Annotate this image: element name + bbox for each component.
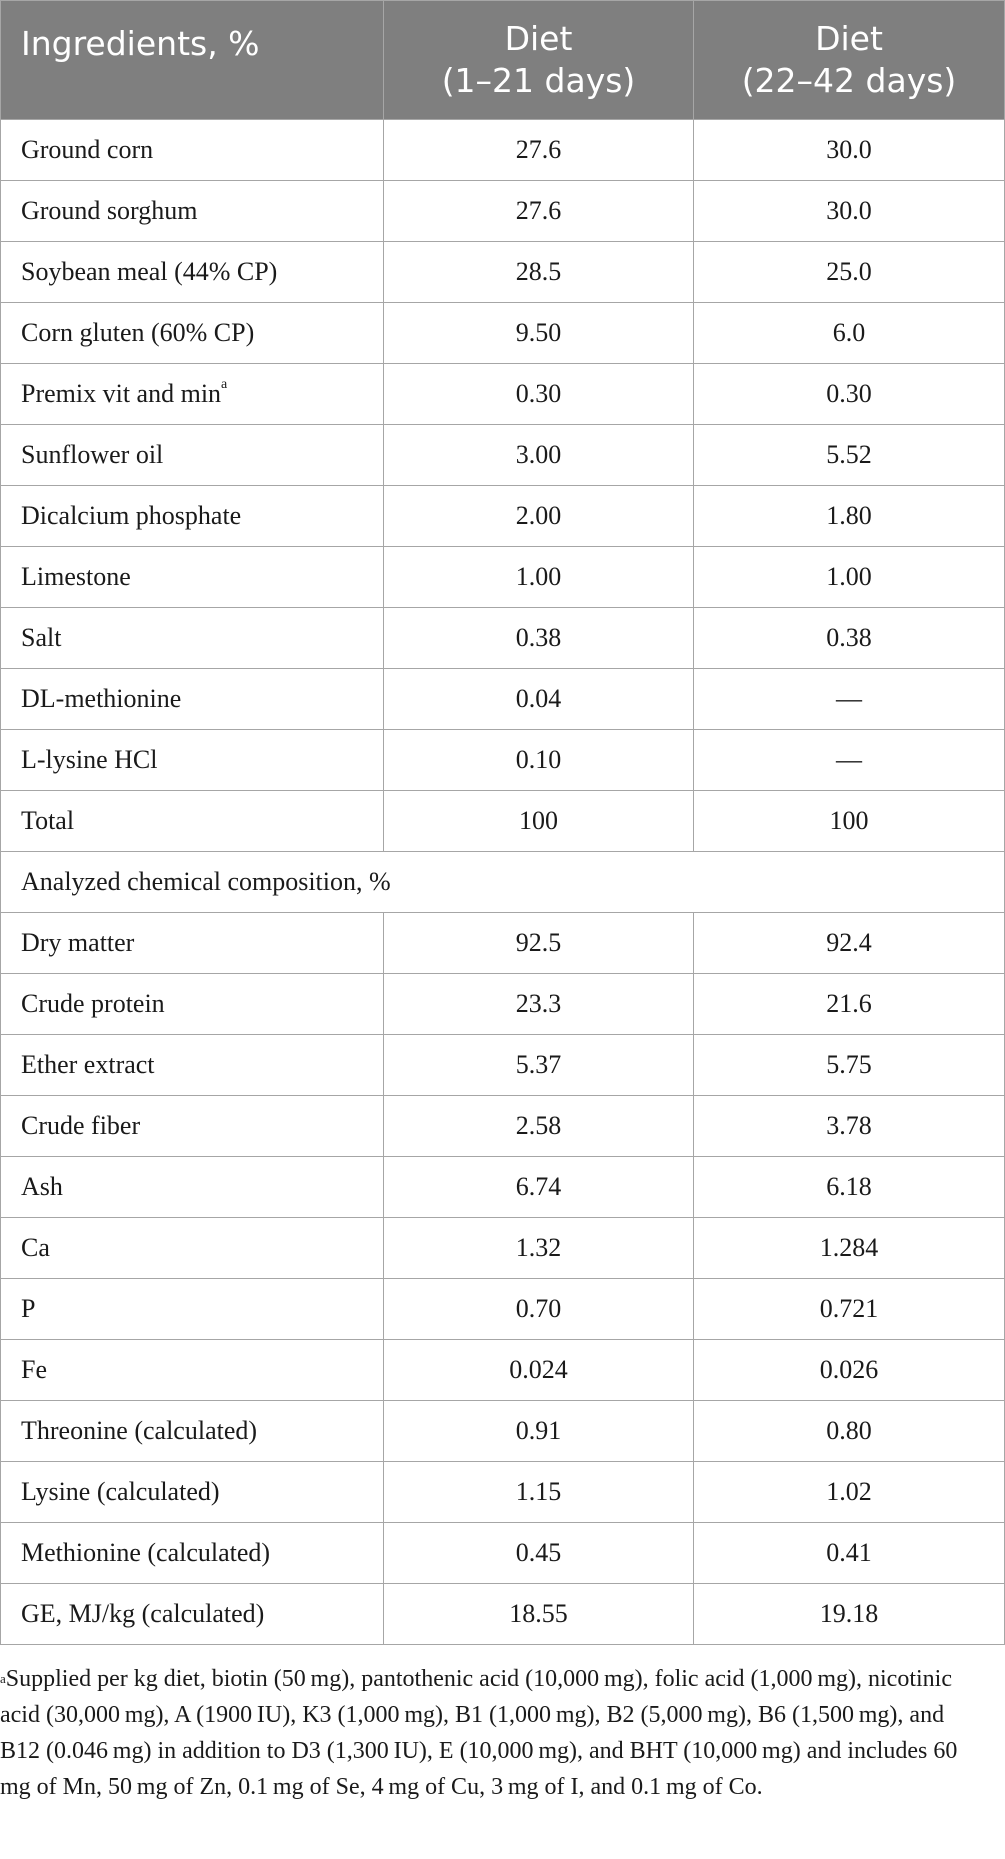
value-diet-finisher: 1.80 <box>694 486 1005 547</box>
value-diet-starter: 0.04 <box>384 669 694 730</box>
row-label <box>1 730 384 791</box>
table-row <box>1 364 1005 425</box>
table-row <box>1 486 1005 547</box>
table-row <box>1 303 1005 364</box>
value-diet-starter: 0.38 <box>384 608 694 669</box>
value-diet-finisher: 100 <box>694 791 1005 852</box>
table-row <box>1 608 1005 669</box>
row-label-text: L-lysine HCl <box>21 745 158 774</box>
value-diet-starter: 0.10 <box>384 730 694 791</box>
row-label-text: Ether extract <box>21 1050 155 1079</box>
value-diet-finisher: 5.52 <box>694 425 1005 486</box>
table-row <box>1 1340 1005 1401</box>
header-ingredients: Ingredients, % <box>1 1 384 120</box>
value-diet-starter: 18.55 <box>384 1584 694 1645</box>
table-row <box>1 120 1005 181</box>
table-row <box>1 181 1005 242</box>
table-row <box>1 669 1005 730</box>
row-label <box>1 791 384 852</box>
row-label <box>1 1462 384 1523</box>
row-label <box>1 1096 384 1157</box>
row-label <box>1 974 384 1035</box>
row-label-text: Dry matter <box>21 928 135 957</box>
row-label <box>1 120 384 181</box>
value-diet-finisher: 1.00 <box>694 547 1005 608</box>
value-diet-finisher: — <box>694 730 1005 791</box>
row-label-text: Threonine (calculated) <box>21 1416 258 1445</box>
row-label-text: Methionine (calculated) <box>21 1538 271 1567</box>
table-row <box>1 547 1005 608</box>
value-diet-finisher: 6.0 <box>694 303 1005 364</box>
value-diet-starter: 1.00 <box>384 547 694 608</box>
row-label-text: Soybean meal (44% CP) <box>21 257 278 286</box>
value-diet-finisher: 0.026 <box>694 1340 1005 1401</box>
row-label <box>1 425 384 486</box>
value-diet-finisher: 19.18 <box>694 1584 1005 1645</box>
row-label-text: Sunflower oil <box>21 440 164 469</box>
value-diet-starter: 23.3 <box>384 974 694 1035</box>
row-label-text: Crude fiber <box>21 1111 141 1140</box>
value-diet-finisher: 6.18 <box>694 1157 1005 1218</box>
row-label <box>1 1279 384 1340</box>
value-diet-starter: 5.37 <box>384 1035 694 1096</box>
section-row <box>1 852 1005 913</box>
value-diet-finisher: 25.0 <box>694 242 1005 303</box>
row-label <box>1 1401 384 1462</box>
value-diet-finisher: 21.6 <box>694 974 1005 1035</box>
value-diet-finisher: 30.0 <box>694 181 1005 242</box>
header-diet-finisher-line1: Diet <box>815 19 883 58</box>
value-diet-starter: 100 <box>384 791 694 852</box>
value-diet-finisher: 1.284 <box>694 1218 1005 1279</box>
row-label-text: GE, MJ/kg (calculated) <box>21 1599 265 1628</box>
row-label <box>1 486 384 547</box>
value-diet-starter: 9.50 <box>384 303 694 364</box>
table-row <box>1 913 1005 974</box>
value-diet-starter: 1.32 <box>384 1218 694 1279</box>
value-diet-starter: 0.91 <box>384 1401 694 1462</box>
table-body <box>1 120 1005 1645</box>
header-diet-starter-line2: (1–21 days) <box>441 61 636 100</box>
value-diet-starter: 0.024 <box>384 1340 694 1401</box>
row-label-text: DL-methionine <box>21 684 182 713</box>
row-label <box>1 1035 384 1096</box>
value-diet-starter: 0.45 <box>384 1523 694 1584</box>
row-label <box>1 1523 384 1584</box>
row-label-text: Premix vit and min <box>21 379 222 408</box>
table-row <box>1 791 1005 852</box>
value-diet-starter: 27.6 <box>384 120 694 181</box>
row-label-text: Ca <box>21 1233 50 1262</box>
row-label <box>1 364 384 425</box>
table-row <box>1 1157 1005 1218</box>
table-row <box>1 242 1005 303</box>
row-label <box>1 181 384 242</box>
value-diet-starter: 2.00 <box>384 486 694 547</box>
row-label <box>1 242 384 303</box>
value-diet-starter: 0.70 <box>384 1279 694 1340</box>
value-diet-finisher: 0.38 <box>694 608 1005 669</box>
table-row <box>1 974 1005 1035</box>
value-diet-finisher: 0.30 <box>694 364 1005 425</box>
value-diet-finisher: 0.41 <box>694 1523 1005 1584</box>
table-header <box>1 1 1005 120</box>
table-row <box>1 1096 1005 1157</box>
value-diet-finisher: 30.0 <box>694 120 1005 181</box>
row-label-text: Limestone <box>21 562 131 591</box>
table-row <box>1 1401 1005 1462</box>
row-label-text: Lysine (calculated) <box>21 1477 220 1506</box>
row-label-text: Ash <box>21 1172 63 1201</box>
value-diet-finisher: — <box>694 669 1005 730</box>
header-diet-starter-line1: Diet <box>504 19 573 58</box>
value-diet-finisher: 0.80 <box>694 1401 1005 1462</box>
row-label-text: Salt <box>21 623 62 652</box>
row-label <box>1 1218 384 1279</box>
footnote <box>0 1645 998 1805</box>
value-diet-starter: 1.15 <box>384 1462 694 1523</box>
row-label <box>1 303 384 364</box>
row-label-text: Dicalcium phosphate <box>21 501 242 530</box>
row-label-text: Crude protein <box>21 989 165 1018</box>
value-diet-finisher: 1.02 <box>694 1462 1005 1523</box>
row-label <box>1 913 384 974</box>
value-diet-finisher: 3.78 <box>694 1096 1005 1157</box>
section-label: Analyzed chemical composition, % <box>1 852 1005 913</box>
table-row <box>1 1035 1005 1096</box>
row-label <box>1 1157 384 1218</box>
row-label-text: Total <box>21 806 75 835</box>
value-diet-starter: 28.5 <box>384 242 694 303</box>
value-diet-starter: 2.58 <box>384 1096 694 1157</box>
value-diet-starter: 27.6 <box>384 181 694 242</box>
footnote-marker: a <box>0 1671 6 1686</box>
value-diet-starter: 3.00 <box>384 425 694 486</box>
footnote-text: Supplied per kg diet, biotin (50 mg), pantothenic acid (10,000 mg), folic acid (1,000 mg), nicotinic acid (30,000 mg), A (1900 IU), K3 (1,000 mg), B1 (1,000 mg), B2 (5,000 mg), B6 (1,500 mg), and B12 (0.046 mg) in addition to D3 (1,300 IU), E (10,000 mg), and BHT (10,000 mg) and includes 60 mg of Mn, 50 mg of Zn, 0.1 mg of Se, 4 mg of Cu, 3 mg of I, and 0.1 mg of Co. <box>0 1666 963 1800</box>
row-label <box>1 1340 384 1401</box>
table-row <box>1 1584 1005 1645</box>
row-label-text: Corn gluten (60% CP) <box>21 318 255 347</box>
header-diet-starter <box>384 1 694 120</box>
row-label-text: Ground sorghum <box>21 196 198 225</box>
value-diet-finisher: 0.721 <box>694 1279 1005 1340</box>
row-label-text: P <box>21 1294 36 1323</box>
row-label <box>1 669 384 730</box>
table-row <box>1 730 1005 791</box>
row-label <box>1 1584 384 1645</box>
table-row <box>1 1462 1005 1523</box>
value-diet-starter: 0.30 <box>384 364 694 425</box>
row-label <box>1 608 384 669</box>
header-diet-finisher <box>694 1 1005 120</box>
footnote-ref-marker: a <box>221 377 228 392</box>
value-diet-starter: 6.74 <box>384 1157 694 1218</box>
value-diet-starter: 92.5 <box>384 913 694 974</box>
row-label-text: Fe <box>21 1355 47 1384</box>
table-row <box>1 425 1005 486</box>
header-diet-finisher-line2: (22–42 days) <box>741 61 957 100</box>
header-row <box>1 1 1005 120</box>
table-row <box>1 1523 1005 1584</box>
row-label-text: Ground corn <box>21 135 154 164</box>
table-row <box>1 1218 1005 1279</box>
value-diet-finisher: 92.4 <box>694 913 1005 974</box>
table-row <box>1 1279 1005 1340</box>
value-diet-finisher: 5.75 <box>694 1035 1005 1096</box>
row-label <box>1 547 384 608</box>
